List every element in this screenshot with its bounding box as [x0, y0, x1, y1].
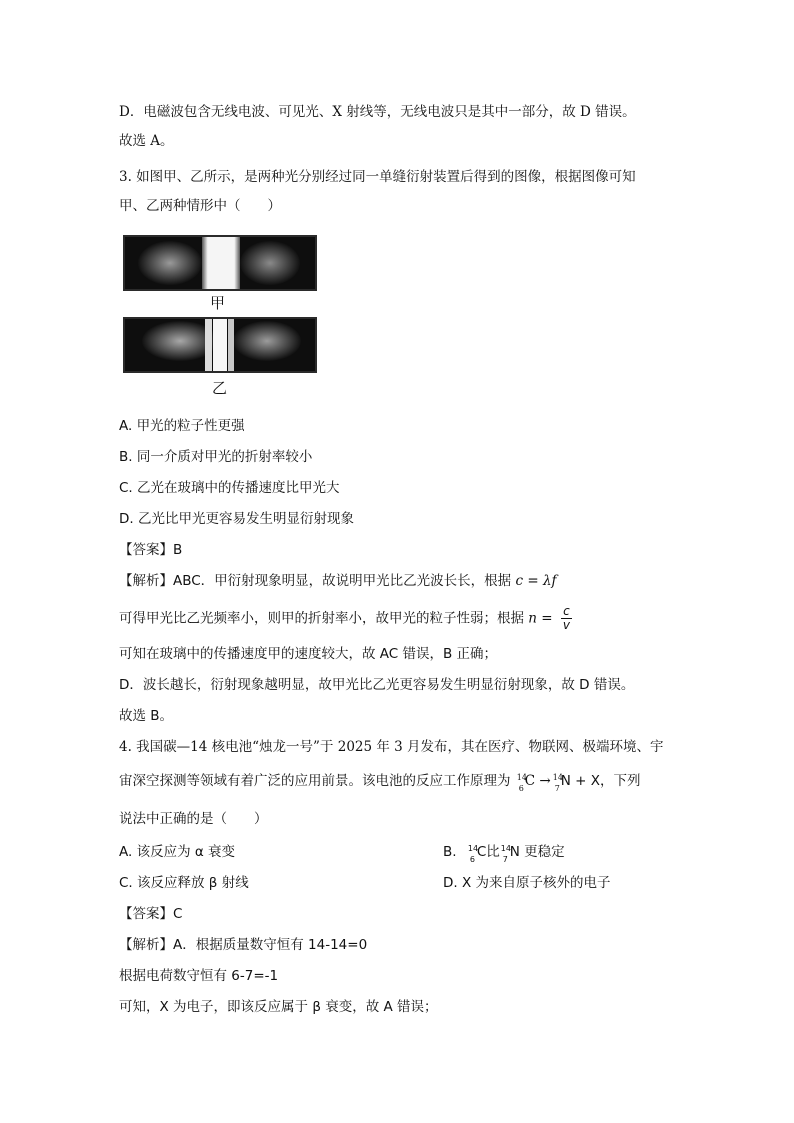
q4-analysis-line-3: 可知，X 为电子，即该反应属于 β 衰变，故 A 错误； [119, 999, 438, 1015]
charge-number: 7 [554, 784, 560, 793]
equation-part: C → [524, 773, 551, 789]
diffraction-image-jia [125, 237, 315, 289]
charge-number: 7 [502, 855, 508, 864]
diffraction-pattern-yi [123, 317, 317, 373]
nuclide-c14-indices [515, 772, 527, 793]
q3-option-c: C. 乙光在玻璃中的传播速度比甲光大 [119, 480, 340, 496]
q3-analysis-line-1 [119, 572, 557, 590]
stem-text: ，下列 [599, 773, 641, 789]
fraction-c-over-v [561, 605, 572, 632]
figure-label-yi: 乙 [212, 379, 228, 397]
q3-analysis-line-5: 故选 B。 [119, 708, 174, 724]
fraction-numerator: c [561, 605, 572, 619]
fraction-denominator: v [562, 618, 571, 632]
question-4-stem: 4. 我国碳—14 核电池“烛龙一号”于 2025 年 3 月发布，其在医疗、物联网、极端环境、宇 [119, 739, 664, 755]
figure-label-jia: 甲 [210, 294, 226, 312]
nuclide-n14-indices [500, 843, 511, 864]
question-4-stem-cont [119, 772, 641, 793]
q3-option-a: A. 甲光的粒子性更强 [119, 418, 245, 434]
q4-analysis-line-1: 【解析】A．根据质量数守恒有 14-14=0 [119, 937, 368, 953]
q4-option-d: D. X 为来自原子核外的电子 [443, 875, 611, 891]
nuclide-c14-indices [467, 843, 479, 864]
q4-analysis-line-2: 根据电荷数守恒有 6-7=-1 [119, 968, 279, 984]
q3-option-d: D. 乙光比甲光更容易发生明显衍射现象 [119, 511, 354, 527]
text-line: 故选 A。 [119, 133, 174, 149]
text-line: D．电磁波包含无线电波、可见光、X 射线等，无线电波只是其中一部分，故 D 错误。 [119, 104, 636, 120]
formula-n-lhs: n = [528, 610, 553, 627]
q3-analysis-line-3: 可知在玻璃中的传播速度甲的速度较大，故 AC 错误，B 正确； [119, 646, 498, 662]
nuclide-n14-indices [551, 772, 563, 793]
question-3-stem: 3. 如图甲、乙所示，是两种光分别经过同一单缝衍射装置后得到的图像，根据图像可知 [119, 169, 636, 185]
option-text: N 更稳定 [509, 844, 565, 860]
question-3-stem-cont: 甲、乙两种情形中（ ） [119, 198, 281, 214]
q3-option-b: B. 同一介质对甲光的折射率较小 [119, 449, 313, 465]
q3-analysis-line-2 [119, 605, 572, 632]
q4-option-b [443, 843, 565, 864]
stem-text: 宙深空探测等领域有着广泛的应用前景。该电池的反应工作原理为 [119, 773, 511, 789]
analysis-text: 【解析】ABC．甲衍射现象明显，故说明甲光比乙光波长长，根据 [119, 573, 512, 589]
q4-answer: 【答案】C [119, 906, 183, 922]
q3-analysis-line-4: D．波长越长，衍射现象越明显，故甲光比乙光更容易发生明显衍射现象，故 D 错误。 [119, 677, 635, 693]
option-text: C比 [476, 844, 500, 860]
charge-number: 6 [518, 784, 524, 793]
analysis-text: 可得甲光比乙光频率小，则甲的折射率小，故甲光的粒子性弱；根据 [119, 610, 524, 627]
formula-c-lambda-f: c = λf [515, 573, 557, 589]
q4-option-c: C. 该反应释放 β 射线 [119, 875, 249, 891]
charge-number: 6 [469, 855, 475, 864]
mass-number: 14 [467, 844, 479, 853]
q4-option-a: A. 该反应为 α 衰变 [119, 844, 236, 860]
q3-answer: 【答案】B [119, 542, 183, 558]
mass-number: 14 [552, 773, 563, 782]
diffraction-pattern-jia [123, 235, 317, 291]
equation-part: N + X [560, 773, 600, 789]
question-4-stem-end: 说法中正确的是（ ） [119, 811, 268, 827]
diffraction-image-yi [125, 319, 315, 371]
option-letter: B. [443, 844, 457, 860]
mass-number: 14 [500, 844, 511, 853]
mass-number: 14 [516, 773, 527, 782]
